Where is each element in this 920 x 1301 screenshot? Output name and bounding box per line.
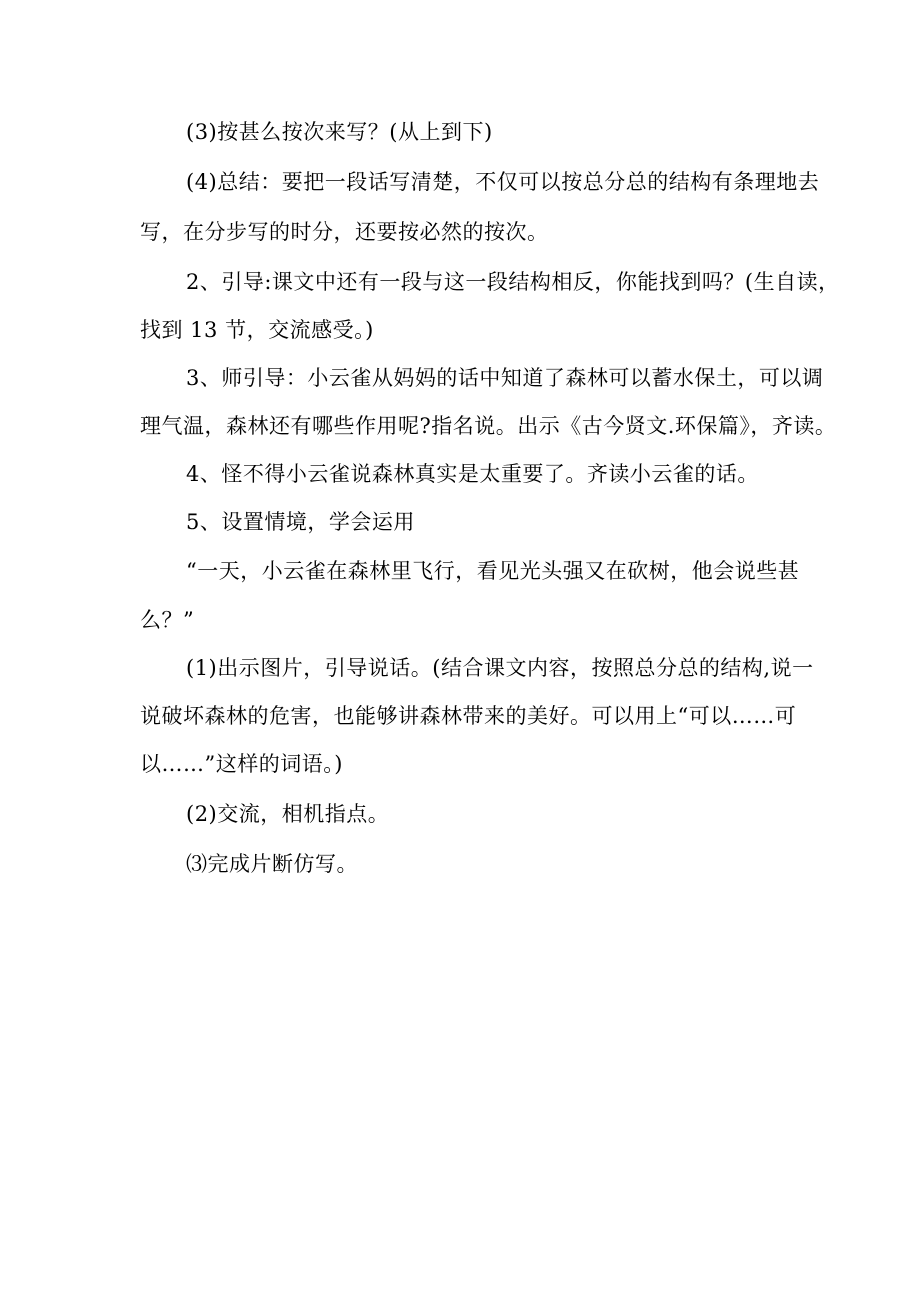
text-line: 5、设置情境，学会运用	[186, 510, 415, 534]
text-line: 么？”	[140, 608, 195, 632]
text-line: ⑶完成片断仿写。	[186, 852, 358, 876]
text-line: “一天，小云雀在森林里飞行，看见光头强又在砍树，他会说些甚	[186, 559, 800, 583]
text-line: 以……”这样的词语。)	[140, 752, 343, 776]
text-line: 理气温，森林还有哪些作用呢?指名说。出示《古今贤文.环保篇》，齐读。	[140, 414, 837, 438]
text-line: 4、怪不得小云雀说森林真实是太重要了。齐读小云雀的话。	[186, 462, 759, 486]
text-line: 说破坏森林的危害，也能够讲森林带来的美好。可以用上“可以……可	[140, 704, 797, 728]
text-line: (3)按甚么按次来写？(从上到下)	[186, 120, 493, 144]
text-line: (2)交流，相机指点。	[186, 802, 390, 826]
text-line: (1)出示图片，引导说话。(结合课文内容，按照总分总的结构,说一	[186, 656, 814, 680]
text-line: 3、师引导：小云雀从妈妈的话中知道了森林可以蓄水保土，可以调	[186, 366, 824, 390]
text-line: (4)总结：要把一段话写清楚，不仅可以按总分总的结构有条理地去	[186, 170, 820, 194]
text-line: 2、引导:课文中还有一段与这一段结构相反，你能找到吗？(生自读，	[186, 270, 840, 294]
text-line: 写，在分步写的时分，还要按必然的按次。	[140, 220, 549, 244]
text-line: 找到 13 节，交流感受。)	[140, 318, 374, 342]
